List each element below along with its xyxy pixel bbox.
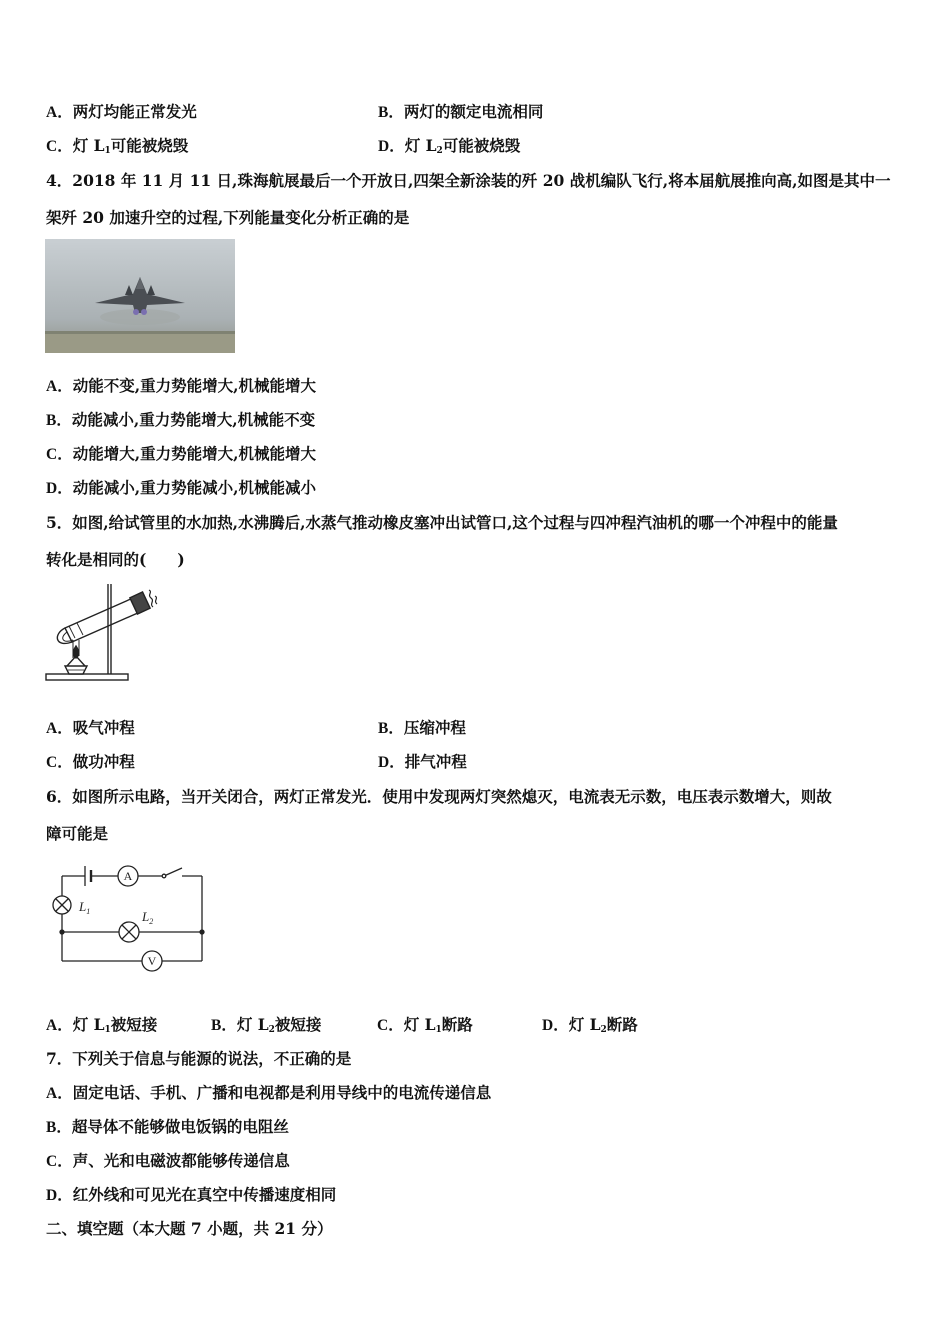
option-text: 断路 [441, 1015, 473, 1034]
option-text: 灯 L [72, 136, 105, 155]
option-text: 灯 L [72, 1015, 105, 1034]
option-text: 灯 L [236, 1015, 269, 1034]
option-text: 声、光和电磁波都能够传递信息 [72, 1151, 290, 1170]
option-label: C． [46, 754, 73, 771]
option-text: 吸气冲程 [72, 718, 135, 737]
section-title: 二、填空题（本大题 7 小题，共 21 分） [46, 1219, 333, 1238]
option-text: 动能增大,重力势能增大,机械能增大 [72, 444, 316, 463]
option-text: 动能不变,重力势能增大,机械能增大 [72, 376, 316, 395]
option-label: D． [378, 754, 405, 771]
q4-option-b [46, 410, 315, 431]
option-text: 可能被烧毁 [110, 136, 189, 155]
test-tube-apparatus [45, 580, 170, 684]
q4-stem-line2: 架歼 20 加速升空的过程,下列能量变化分析正确的是 [46, 208, 410, 227]
option-text: 被短接 [110, 1015, 158, 1034]
q6-option-d [542, 1015, 638, 1040]
ammeter-label: A [123, 869, 133, 883]
svg-text:L2 [141, 909, 153, 926]
option-label: B． [378, 720, 404, 737]
option-label: D． [378, 138, 405, 155]
q5-stem-line1: 5．如图,给试管里的水加热,水沸腾后,水蒸气推动橡皮塞冲出试管口,这个过程与四冲程汽油机的哪一个冲程中的能量 [46, 513, 838, 532]
option-label: B． [46, 412, 72, 429]
jet-photo [45, 239, 235, 353]
option-text: 红外线和可见光在真空中传播速度相同 [72, 1185, 337, 1204]
subscript: 1 [435, 1025, 442, 1035]
svg-text:L1 [78, 899, 90, 916]
option-text: 灯 L [404, 136, 437, 155]
option-text: 固定电话、手机、广播和电视都是利用导线中的电流传递信息 [72, 1083, 492, 1102]
subscript: 1 [104, 146, 111, 156]
subscript: 2 [600, 1025, 607, 1035]
option-label: C． [46, 1153, 73, 1170]
q5-stem-line2: 转化是相同的( ) [46, 550, 185, 569]
q6-option-a [46, 1015, 157, 1040]
lamp-l1-icon [53, 896, 71, 914]
option-label: B． [378, 104, 404, 121]
option-label: D． [542, 1017, 569, 1034]
option-text: 灯 L [403, 1015, 436, 1034]
q3-option-a [46, 102, 197, 123]
q7-stem: 7．下列关于信息与能源的说法，不正确的是 [46, 1049, 352, 1068]
q7-option-a [46, 1083, 491, 1104]
q7-option-c [46, 1151, 290, 1172]
option-text: 被短接 [274, 1015, 322, 1034]
subscript: 2 [268, 1025, 275, 1035]
option-label: A． [46, 1017, 73, 1034]
q7-option-b [46, 1117, 289, 1138]
l1-label: L [79, 899, 87, 914]
option-label: A． [46, 378, 73, 395]
q4-option-c [46, 444, 316, 465]
q6-stem-line1: 6．如图所示电路，当开关闭合，两灯正常发光．使用中发现两灯突然熄灭，电流表无示数，电压表示数增大，则故 [46, 787, 832, 806]
q5-option-d [378, 752, 467, 773]
ammeter-icon [118, 866, 138, 886]
option-label: C． [46, 446, 73, 463]
q5-option-b [378, 718, 466, 739]
option-text: 断路 [606, 1015, 638, 1034]
option-label: B． [46, 1119, 72, 1136]
l1-sub: 1 [86, 907, 91, 916]
q3-option-b [378, 102, 543, 123]
option-text: 排气冲程 [404, 752, 467, 771]
option-text: 可能被烧毁 [442, 136, 521, 155]
option-text: 动能减小,重力势能增大,机械能不变 [71, 410, 316, 429]
q4-option-a [46, 376, 316, 397]
subscript: 2 [436, 146, 443, 156]
option-text: 超导体不能够做电饭锅的电阻丝 [71, 1117, 289, 1136]
option-label: C． [46, 138, 73, 155]
option-text: 灯 L [568, 1015, 601, 1034]
circuit-diagram [45, 858, 210, 978]
option-text: 两灯均能正常发光 [72, 102, 197, 121]
option-text: 两灯的额定电流相同 [403, 102, 544, 121]
option-label: A． [46, 1085, 73, 1102]
option-text: 压缩冲程 [403, 718, 466, 737]
l2-sub: 2 [149, 917, 154, 926]
option-label: D． [46, 1187, 73, 1204]
option-text: 动能减小,重力势能减小,机械能减小 [72, 478, 316, 497]
l2-label: L [142, 909, 150, 924]
option-label: A． [46, 720, 73, 737]
q6-option-c [377, 1015, 473, 1040]
q6-stem-line2: 障可能是 [46, 824, 109, 843]
q6-option-b [211, 1015, 321, 1040]
lamp-l2-icon [119, 922, 139, 942]
q7-option-d [46, 1185, 336, 1206]
q5-option-c [46, 752, 135, 773]
q4-stem-line1: 4．2018 年 11 月 11 日,珠海航展最后一个开放日,四架全新涂装的歼 20 战机编队飞行,将本届航展推向高,如图是其中一 [46, 171, 891, 190]
option-label: D． [46, 480, 73, 497]
subscript: 1 [104, 1025, 111, 1035]
option-label: C． [377, 1017, 404, 1034]
q3-option-d [378, 136, 520, 161]
voltmeter-label: V [147, 954, 157, 968]
q4-option-d [46, 478, 316, 499]
q5-option-a [46, 718, 135, 739]
voltmeter-icon [142, 951, 162, 971]
option-label: A． [46, 104, 73, 121]
q3-option-c [46, 136, 188, 161]
option-text: 做功冲程 [72, 752, 135, 771]
option-label: B． [211, 1017, 237, 1034]
